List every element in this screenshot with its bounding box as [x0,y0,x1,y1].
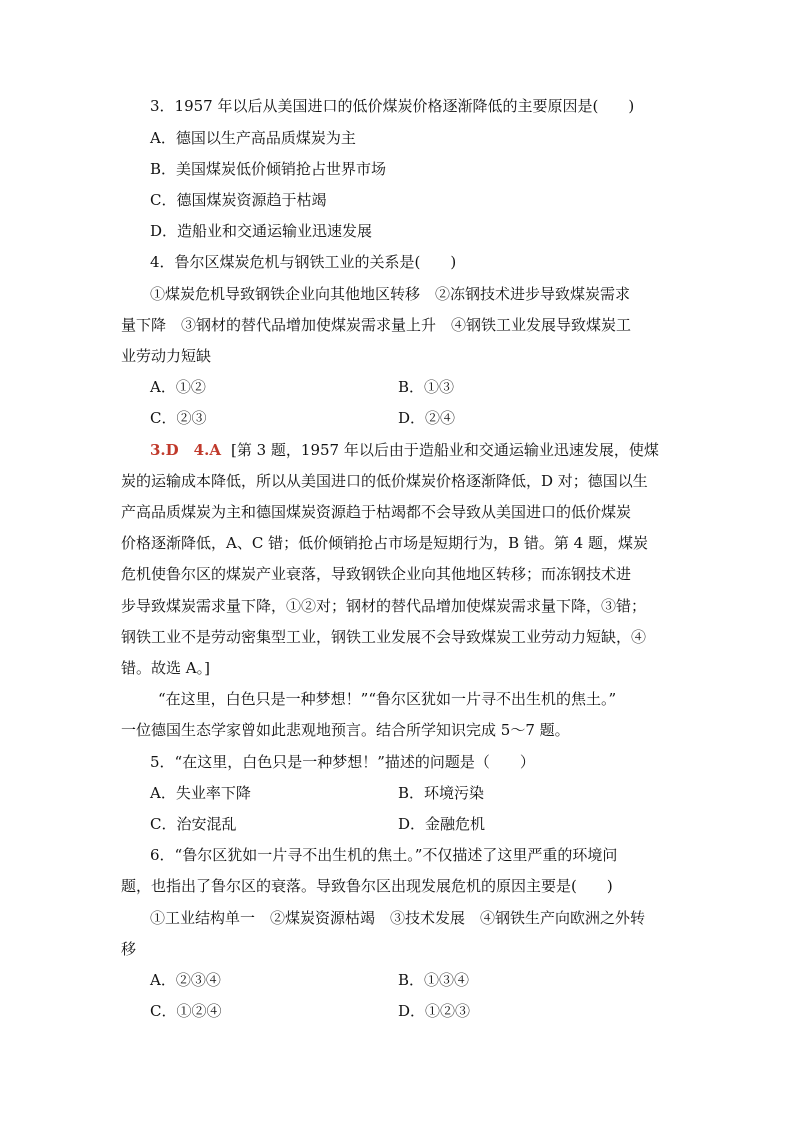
q3-option-d: D．造船业和交通运输业迅速发展 [150,222,373,240]
q5-option-d: D．金融危机 [398,815,486,833]
q6-option-c: C．①②④ [150,1002,222,1020]
q3-option-a: A．德国以生产高品质煤炭为主 [150,129,356,147]
q5-option-a: A．失业率下降 [150,784,251,802]
answer-line-1: [第 3 题，1957 年以后由于造船业和交通运输业迅速发展，使煤 [230,441,659,459]
q6-stem-line-1: 6．“鲁尔区犹如一片寻不出生机的焦土。”不仅描述了这里严重的环境问 [150,846,618,864]
q4-items-line-2: 量下降 ③钢材的替代品增加使煤炭需求量上升 ④钢铁工业发展导致煤炭工 [121,316,632,334]
q4-option-c: C．②③ [150,409,207,427]
q5-option-c: C．治安混乱 [150,815,237,833]
q4-stem: 4．鲁尔区煤炭危机与钢铁工业的关系是( ) [150,253,457,271]
q6-option-b: B．①③④ [398,971,470,989]
q3-option-b: B．美国煤炭低价倾销抢占世界市场 [150,160,387,178]
answer-line-2: 炭的运输成本降低，所以从美国进口的低价煤炭价格逐渐降低，D 对；德国以生 [121,472,648,490]
q6-items-line-1: ①工业结构单一 ②煤炭资源枯竭 ③技术发展 ④钢铁生产向欧洲之外转 [150,909,646,927]
q6-items-line-2: 移 [121,940,137,958]
q4-option-b: B．①③ [398,378,455,396]
answer-line-5: 危机使鲁尔区的煤炭产业衰落，导致钢铁企业向其他地区转移；而冻钢技术进 [121,565,632,583]
answer-label: 3.D 4.A [150,441,221,459]
q4-option-a: A．①② [150,378,206,396]
passage-line-2: 一位德国生态学家曾如此悲观地预言。结合所学知识完成 5～7 题。 [121,721,570,739]
q4-items-line-3: 业劳动力短缺 [121,347,212,365]
q6-option-a: A．②③④ [150,971,221,989]
answer-first-line [150,440,659,460]
answer-line-8: 错。故选 A。] [121,659,210,677]
answer-line-4: 价格逐渐降低，A、C 错；低价倾销抢占市场是短期行为，B 错。第 4 题，煤炭 [121,534,648,552]
passage-line-1: “在这里，白色只是一种梦想！”“鲁尔区犹如一片寻不出生机的焦土。” [158,690,617,708]
answer-line-6: 步导致煤炭需求量下降，①②对；钢材的替代品增加使煤炭需求量下降，③错； [121,597,647,615]
q3-stem: 3．1957 年以后从美国进口的低价煤炭价格逐渐降低的主要原因是( ) [150,97,635,115]
answer-line-7: 钢铁工业不是劳动密集型工业，钢铁工业发展不会导致煤炭工业劳动力短缺，④ [121,628,647,646]
q3-option-c: C．德国煤炭资源趋于枯竭 [150,191,327,209]
q4-option-d: D．②④ [398,409,456,427]
q5-stem: 5．“在这里，白色只是一种梦想！”描述的问题是（ ） [150,753,535,771]
answer-line-3: 产高品质煤炭为主和德国煤炭资源趋于枯竭都不会导致从美国进口的低价煤炭 [121,503,632,521]
q5-option-b: B．环境污染 [398,784,485,802]
q4-items-line-1: ①煤炭危机导致钢铁企业向其他地区转移 ②冻钢技术进步导致煤炭需求 [150,285,631,303]
q6-option-d: D．①②③ [398,1002,471,1020]
q6-stem-line-2: 题，也指出了鲁尔区的衰落。导致鲁尔区出现发展危机的原因主要是( ) [121,877,613,895]
